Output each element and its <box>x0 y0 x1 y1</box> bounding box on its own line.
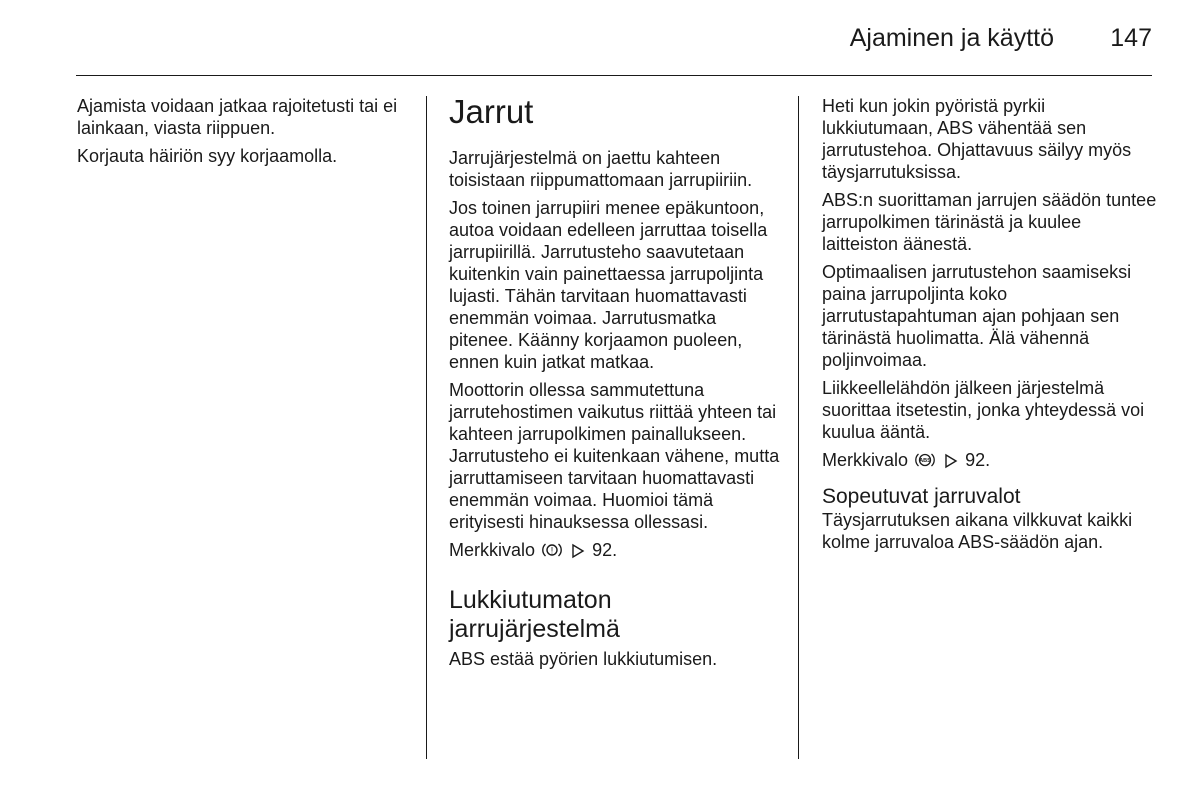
page-reference-arrow-icon <box>944 452 958 474</box>
cross-reference <box>449 539 784 564</box>
section-title: Ajaminen ja käyttö <box>849 24 1054 52</box>
svg-text:ABS: ABS <box>919 458 931 465</box>
paragraph: Täysjarrutuksen aikana vilkkuvat kaikki kolme jarruvaloa ABS-säädön ajan. <box>822 510 1133 552</box>
reference-label: Merkkivalo <box>822 450 909 470</box>
subsection-heading: Sopeutuvat jarruvalot <box>822 485 1021 508</box>
brake-warning-icon <box>542 541 562 564</box>
section-heading: Jarrut <box>449 93 534 130</box>
page-number: 147 <box>1110 24 1152 52</box>
paragraph: Moottorin ollessa sammutettuna jarrutehostimen vaikutus riittää yhteen tai kahteen jarrupolkimen painallukseen. Jarrutusteho ei kuitenkaan vähene, mutta jarruttamiseen tarvitaan huomattavasti enemmän voimaa. Huomioi tämä erityisesti hinauksessa ollessasi. <box>449 380 780 532</box>
reference-page: 92. <box>965 450 991 470</box>
column-divider-right <box>798 96 799 759</box>
paragraph: Jos toinen jarrupiiri menee epäkuntoon, autoa voidaan edelleen jarruttaa toisella jarrupiirillä. Jarrutusteho saavutetaan kuitenkin vain painettaessa jarrupoljinta lujasti. Tähän tarvitaan huomattavasti enemmän voimaa. Jarrutusmatka pitenee. Käänny korjaamon puoleen, ennen kuin jatkat matkaa. <box>449 198 768 372</box>
cross-reference <box>822 449 1157 474</box>
paragraph: Optimaalisen jarrutustehon saamiseksi paina jarrupoljinta koko jarrutustapahtuman ajan pohjaan sen tärinästä huolimatta. Älä vähennä poljinvoimaa. <box>822 262 1132 370</box>
page-reference-arrow-icon <box>571 542 585 564</box>
reference-label: Merkkivalo <box>449 540 536 560</box>
subsection-heading: Lukkiutumaton jarrujärjestelmä <box>449 586 620 643</box>
column-right <box>822 95 1157 559</box>
column-divider-left <box>426 96 427 759</box>
paragraph: ABS estää pyörien lukkiutumisen. <box>449 649 718 669</box>
column-left <box>77 95 417 173</box>
paragraph: Heti kun jokin pyöristä pyrkii lukkiutumaan, ABS vähentää sen jarrutustehoa. Ohjattavuus säilyy myös täysjarrutuksissa. <box>822 96 1132 182</box>
paragraph: ABS:n suorittaman jarrujen säädön tuntee jarrupolkimen tärinästä ja kuulee laitteiston äänestä. <box>822 190 1157 254</box>
svg-text:!: ! <box>550 545 554 556</box>
paragraph: Liikkeellelähdön jälkeen järjestelmä suorittaa itsetestin, jonka yhteydessä voi kuulua ääntä. <box>822 378 1145 442</box>
header-rule <box>76 75 1152 76</box>
abs-warning-icon <box>915 451 935 474</box>
paragraph: Ajamista voidaan jatkaa rajoitetusti tai ei lainkaan, viasta riippuen. <box>77 96 398 138</box>
column-middle <box>449 93 784 676</box>
paragraph: Jarrujärjestelmä on jaettu kahteen toisistaan riippumattomaan jarrupiiriin. <box>449 148 753 190</box>
paragraph: Korjauta häiriön syy korjaamolla. <box>77 146 338 166</box>
reference-page: 92. <box>592 540 618 560</box>
